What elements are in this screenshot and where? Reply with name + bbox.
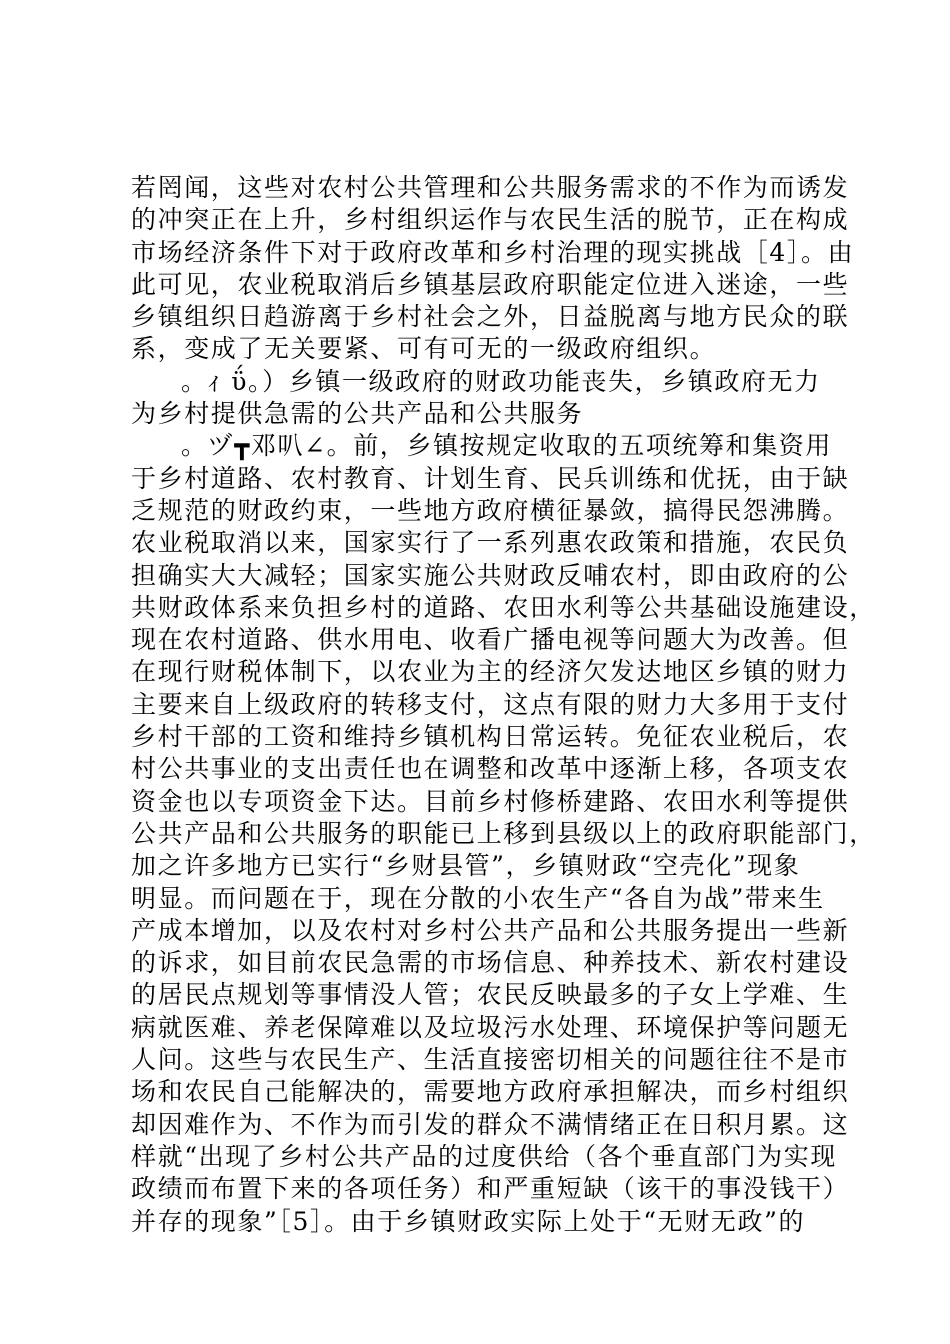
- text-line: 的居民点规划等事情没人管；农民反映最多的子女上学难、生: [131, 980, 850, 1010]
- text-line: 。ｨ ΰ。）乡镇一级政府的财政功能丧失，乡镇政府无力: [181, 366, 821, 396]
- text-line: 乡镇组织日趋游离于乡村社会之外，日益脱离与地方民众的联: [131, 302, 850, 332]
- text-line: 为乡村提供急需的公共产品和公共服务: [131, 399, 584, 429]
- text-line: 人问。这些与农民生产、生活直接密切相关的问题往往不是市: [131, 1045, 850, 1075]
- text-line: 明显。而问题在于，现在分散的小农生产“各自为战”带来生: [131, 883, 825, 913]
- text-line: 病就医难、养老保障难以及垃圾污水处理、环境保护等问题无: [131, 1012, 850, 1042]
- text-line: 村公共事业的支出责任也在调整和改革中逐渐上移，各项支农: [131, 754, 850, 784]
- text-line: 样就“出现了乡村公共产品的过度供给（各个垂直部门为实现: [131, 1141, 837, 1171]
- text-line: 于乡村道路、农村教育、计划生育、民兵训练和优抚，由于缺: [131, 463, 850, 493]
- text-line: 资金也以专项资金下达。目前乡村修桥建路、农田水利等提供: [131, 786, 850, 816]
- text-line: 产成本增加，以及农村对乡村公共产品和公共服务提出一些新: [131, 915, 850, 945]
- text-line: 却因难作为、不作为而引发的群众不满情绪正在日积月累。这: [131, 1109, 850, 1139]
- text-line: 加之许多地方已实行“乡财县管”，乡镇财政“空壳化”现象: [131, 851, 801, 881]
- text-line: 市场经济条件下对于政府改革和乡村治理的现实挑战［4］。由: [131, 237, 855, 267]
- text-line: 主要来自上级政府的转移支付，这点有限的财力大多用于支付: [131, 689, 850, 719]
- text-line: 担确实大大减轻；国家实施公共财政反哺农村，即由政府的公: [131, 560, 850, 590]
- text-line: 并存的现象”［5］。由于乡镇财政实际上处于“无财无政”的: [131, 1206, 806, 1236]
- text-line: 的冲突正在上升，乡村组织运作与农民生活的脱节，正在构成: [131, 205, 850, 235]
- text-line: 系，变成了无关要紧、可有可无的一级政府组织。: [131, 334, 717, 364]
- text-line: 政绩而布置下来的各项任务）和严重短缺（该干的事没钱干）: [131, 1174, 850, 1204]
- text-line: 场和农民自己能解决的，需要地方政府承担解决，而乡村组织: [131, 1077, 850, 1107]
- text-line: 在现行财税体制下，以农业为主的经济欠发达地区乡镇的财力: [131, 657, 850, 687]
- text-line: 农业税取消以来，国家实行了一系列惠农政策和措施，农民负: [131, 528, 850, 558]
- text-line: 现在农村道路、供水用电、收看广播电视等问题大为改善。但: [131, 625, 850, 655]
- text-line: 乏规范的财政约束，一些地方政府横征暴敛，搞得民怨沸腾。: [131, 495, 850, 525]
- text-line: 乡村干部的工资和维持乡镇机构日常运转。免征农业税后，农: [131, 722, 850, 752]
- text-line: 公共产品和公共服务的职能已上移到县级以上的政府职能部门，: [131, 818, 876, 848]
- document-body-text: [131, 172, 876, 1238]
- text-line: 共财政体系来负担乡村的道路、农田水利等公共基础设施建设，: [131, 592, 876, 622]
- text-line: 若罔闻，这些对农村公共管理和公共服务需求的不作为而诱发: [131, 173, 850, 202]
- text-line: 此可见，农业税取消后乡镇基层政府职能定位进入迷途，一些: [131, 269, 850, 299]
- text-line: 。ヅ┳邓叭∠。前，乡镇按规定收取的五项统筹和集资用: [181, 431, 833, 461]
- text-line: 的诉求，如目前农民急需的市场信息、种养技术、新农村建设: [131, 948, 850, 978]
